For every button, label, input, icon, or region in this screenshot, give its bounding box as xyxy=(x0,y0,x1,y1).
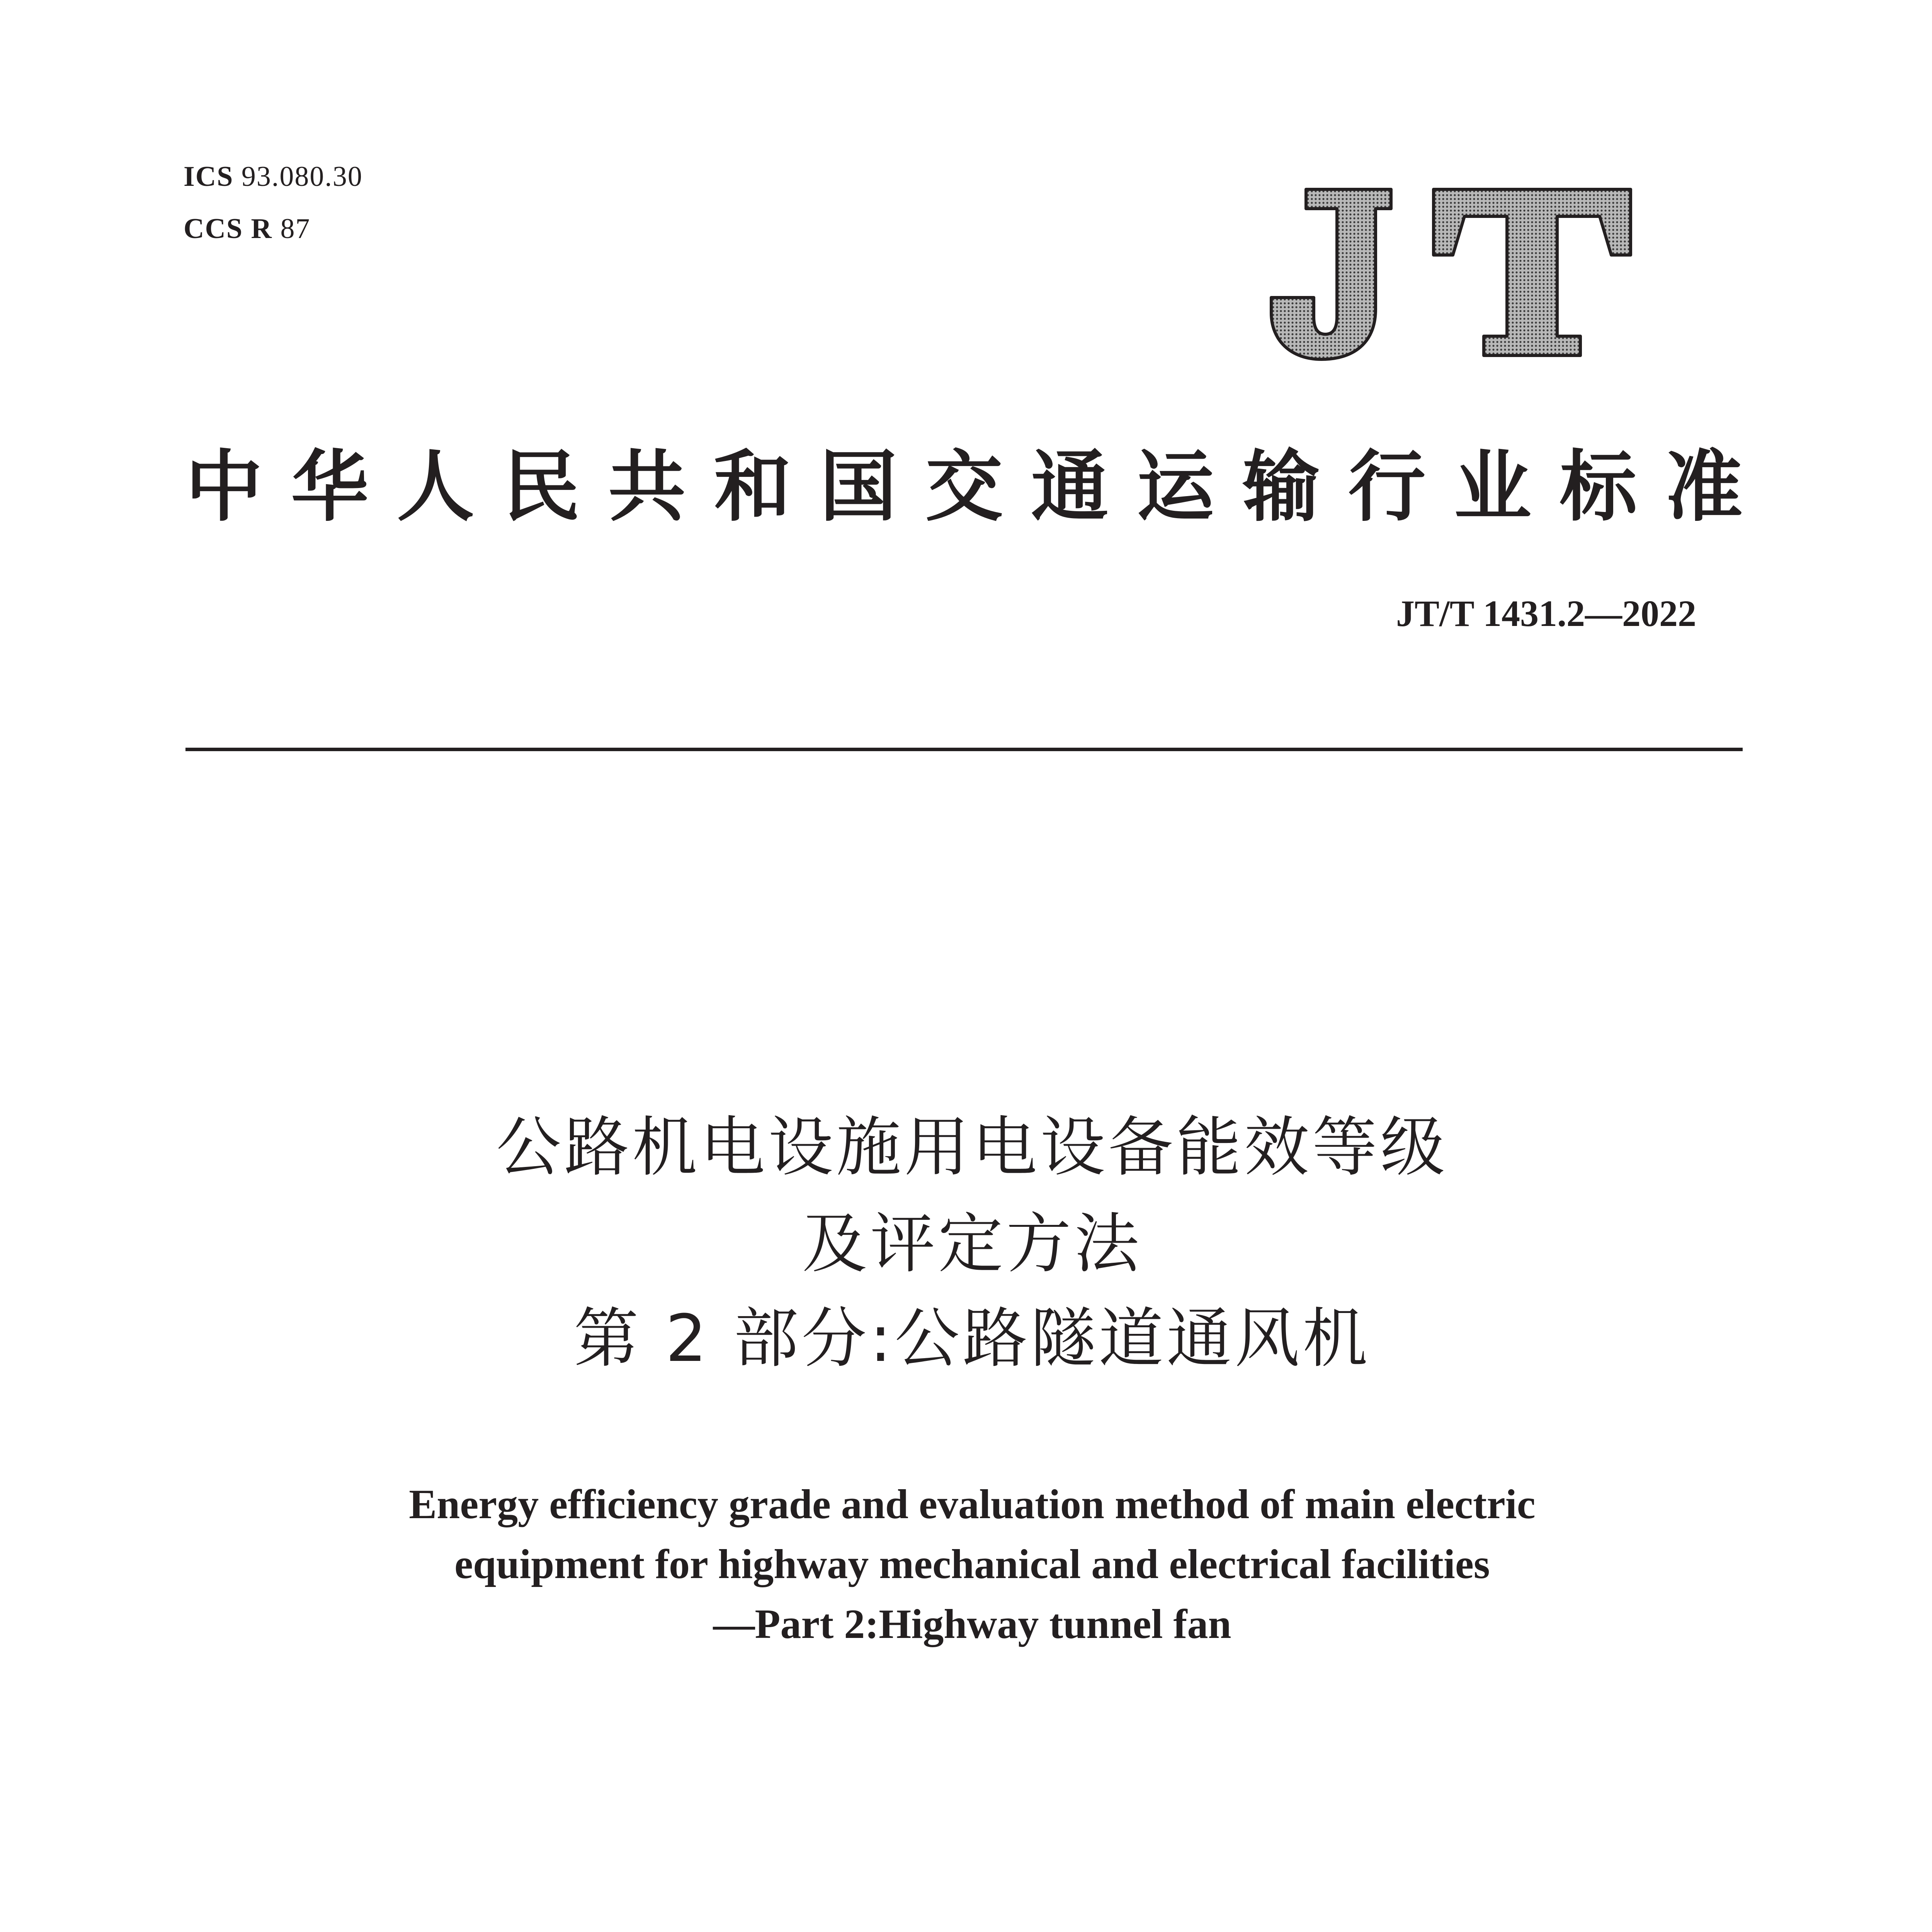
ics-label: ICS xyxy=(184,161,234,192)
standard-number: JT/T 1431.2—2022 xyxy=(1396,593,1696,634)
chinese-title-line-2: 及评定方法 xyxy=(802,1206,1142,1282)
english-title-line-2: equipment for highway mechanical and electrical facilities xyxy=(454,1541,1490,1587)
header-divider xyxy=(185,748,1743,751)
ccs-code-number: 87 xyxy=(280,213,311,245)
jt-logo xyxy=(1264,182,1638,367)
chinese-title-line-3: 第 2 部分:公路隧道通风机 xyxy=(573,1301,1371,1376)
english-title-line-1: Energy efficiency grade and evaluation method of main electric xyxy=(409,1481,1536,1527)
ics-code: 93.080.30 xyxy=(241,161,363,192)
chinese-title-line-1: 公路机电设施用电设备能效等级 xyxy=(496,1109,1448,1185)
english-title-line-3: —Part 2:Highway tunnel fan xyxy=(713,1601,1231,1647)
ccs-code-letter: R xyxy=(251,213,272,245)
ccs-classification xyxy=(184,214,311,243)
ccs-label: CCS xyxy=(184,213,243,245)
ics-classification xyxy=(184,162,363,191)
standard-category-title: 中华人民共和国交通运输行业标准 xyxy=(185,441,1743,532)
